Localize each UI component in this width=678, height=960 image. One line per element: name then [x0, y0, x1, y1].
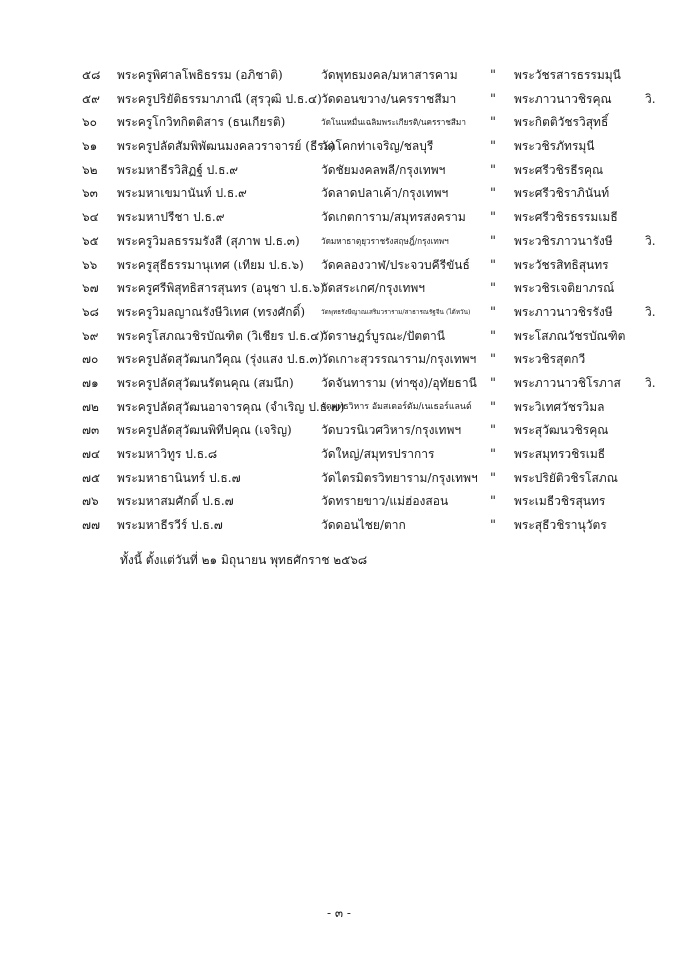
list-item	[0, 467, 678, 491]
item-number: ๖๒	[82, 162, 98, 177]
temple-province: วัดชัยมงคลพลี/กรุงเทพฯ	[321, 162, 446, 177]
temple-province: วัดเกาะสุวรรณาราม/กรุงเทพฯ	[321, 352, 477, 367]
list-item	[0, 254, 678, 278]
list-item	[0, 230, 678, 254]
monk-name: พระมหาสมศักดิ์ ป.ธ.๗	[117, 494, 234, 509]
temple-province: วัดโคกท่าเจริญ/ชลบุรี	[321, 139, 434, 154]
ditto-mark: "	[490, 328, 496, 344]
monk-name: พระครูโสภณวชิรบัณฑิต (วิเชียร ป.ธ.๔)	[117, 328, 325, 343]
list-item	[0, 277, 678, 301]
monk-name: พระครูปลัดสุวัฒนรัตนคุณ (สมนึก)	[117, 375, 294, 390]
ditto-mark: "	[490, 470, 496, 486]
new-title: พระวชิรภัทรมุนี	[514, 139, 595, 154]
new-title: พระภาวนาวชิรคุณ	[514, 91, 612, 106]
new-title: พระศรีวชิรธีรคุณ	[514, 162, 604, 177]
new-title: พระวัชรสิทธิสุนทร	[514, 257, 609, 272]
new-title: พระวชิรเจติยาภรณ์	[514, 281, 615, 296]
ditto-mark: "	[490, 162, 496, 178]
temple-province: วัดเกตการาม/สมุทรสงคราม	[321, 210, 466, 225]
temple-province: วัดมหาธาตุยุวราชรังสฤษฎิ์/กรุงเทพฯ	[321, 235, 449, 246]
monk-name: พระครูปลัดสัมพิพัฒนมงคลวราจารย์ (ธีระ)	[117, 139, 335, 154]
item-number: ๖๐	[82, 115, 97, 130]
temple-province: วัดจันทาราม (ท่าซุง)/อุทัยธานี	[321, 375, 477, 390]
monk-name: พระมหาธีรวิสิฏฐ์ ป.ธ.๙	[117, 162, 239, 177]
list-item	[0, 88, 678, 112]
ditto-mark: "	[490, 139, 496, 155]
temple-province: วัดไตรมิตรวิทยาราม/กรุงเทพฯ	[321, 470, 478, 485]
ditto-mark: "	[490, 375, 496, 391]
new-title: พระกิตติวัชรวิสุทธิ์	[514, 115, 609, 130]
item-number: ๖๙	[82, 328, 99, 343]
monk-name: พระครูสุธีธรรมานุเทศ (เทียม ป.ธ.๖)	[117, 257, 304, 272]
ditto-mark: "	[490, 447, 496, 462]
monk-name: พระมหาวิทูร ป.ธ.๘	[117, 447, 218, 461]
monk-name: พระครูปลัดสุวัฒนพิทีปคุณ (เจริญ)	[117, 423, 292, 438]
list-item	[0, 372, 678, 396]
title-suffix: วิ.	[645, 304, 656, 319]
temple-province: วัดทรายขาว/แม่ฮ่องสอน	[321, 494, 449, 509]
item-number: ๖๕	[82, 233, 99, 248]
effective-date-note: ทั้งนี้ ตั้งแต่วันที่ ๒๑ มิถุนายน พุทธศักราช ๒๕๖๘	[120, 553, 368, 567]
temple-province: วัดพุทธรังษีญาณเสริมวราราม/สาธารณรัฐจีน (ไต้หวัน)	[321, 307, 471, 316]
page-number: - ๓ -	[327, 906, 351, 920]
new-title: พระสุวัฒนวชิรคุณ	[514, 423, 609, 438]
new-title: พระสุธีวชิรานุวัตร	[514, 518, 607, 533]
item-number: ๕๘	[82, 68, 101, 82]
item-number: ๗๕	[82, 470, 101, 485]
monk-name: พระครูพิศาลโพธิธรรม (อภิชาติ)	[117, 68, 283, 82]
monk-name: พระมหาธีรวีร์ ป.ธ.๗	[117, 518, 223, 533]
list-item	[0, 159, 678, 183]
monk-name: พระครูวิมลธรรมรังสี (สุภาพ ป.ธ.๓)	[117, 233, 300, 248]
new-title: พระศรีวชิรธรรมเมธี	[514, 210, 618, 225]
temple-province: วัดดอนขวาง/นครราชสีมา	[321, 91, 457, 106]
ditto-mark: "	[490, 91, 496, 107]
ditto-mark: "	[490, 423, 496, 439]
item-number: ๕๙	[82, 91, 100, 106]
item-number: ๖๔	[82, 210, 99, 225]
list-item	[0, 182, 678, 206]
list-item	[0, 490, 678, 514]
ditto-mark: "	[490, 399, 496, 415]
title-suffix: วิ.	[645, 233, 656, 248]
ditto-mark: "	[490, 210, 496, 226]
ditto-mark: "	[490, 115, 496, 131]
item-number: ๗๔	[82, 447, 101, 461]
title-suffix: วิ.	[645, 91, 656, 106]
list-item	[0, 301, 678, 325]
ditto-mark: "	[490, 352, 496, 368]
item-number: ๖๗	[82, 281, 99, 296]
monk-name: พระครูปริยัติธรรมาภาณี (สุรวุฒิ ป.ธ.๔)	[117, 91, 322, 106]
ditto-mark: "	[490, 257, 496, 273]
new-title: พระวชิรสุตกวี	[514, 352, 586, 367]
ditto-mark: "	[490, 281, 496, 297]
ditto-mark: "	[490, 233, 496, 249]
temple-province: วัดสระเกศ/กรุงเทพฯ	[321, 281, 426, 296]
item-number: ๖๓	[82, 186, 98, 201]
monk-name: พระครูปลัดสุวัฒนกวีคุณ (รุ่งแสง ป.ธ.๓)	[117, 352, 323, 367]
ditto-mark: "	[490, 68, 496, 83]
list-item	[0, 514, 678, 538]
temple-province: วัดดอนไชย/ตาก	[321, 518, 406, 533]
list-item	[0, 325, 678, 349]
ditto-mark: "	[490, 518, 496, 534]
list-item	[0, 135, 678, 159]
temple-province: วัดโนนหมื่นเฉลิมพระเกียรติ/นครราชสีมา	[321, 117, 466, 128]
new-title: พระปริยัติวชิรโสภณ	[514, 470, 618, 485]
list-item	[0, 64, 678, 88]
monk-name: พระมหาเขมานันท์ ป.ธ.๙	[117, 186, 247, 201]
title-suffix: วิ.	[645, 375, 656, 390]
list-item	[0, 111, 678, 135]
new-title: พระวิเทศวัชรวิมล	[514, 399, 605, 414]
temple-province: วัดบวรนิเวศวิหาร/กรุงเทพฯ	[321, 423, 462, 438]
monk-name: พระครูวิมลญาณรังษีวิเทศ (ทรงศักดิ์)	[117, 304, 306, 319]
list-item	[0, 206, 678, 230]
new-title: พระภาวนาวชิโรภาส	[514, 375, 621, 390]
new-title: พระวัชรสารธรรมมุนี	[514, 68, 621, 82]
temple-province: วัดพุทธวิหาร อัมสเตอร์ดัม/เนเธอร์แลนด์	[321, 401, 472, 412]
item-number: ๖๘	[82, 304, 99, 319]
monk-name: พระมหาธานินทร์ ป.ธ.๗	[117, 470, 241, 485]
new-title: พระเมธีวชิรสุนทร	[514, 494, 606, 509]
monk-name: พระครูศรีพิสุทธิสารสุนทร (อนุชา ป.ธ.๖)	[117, 281, 325, 296]
item-number: ๗๖	[82, 494, 99, 509]
monk-name: พระครูปลัดสุวัฒนอาจารคุณ (จำเริญ ป.ธ.๗)	[117, 399, 345, 414]
ditto-mark: "	[490, 186, 496, 202]
monk-name: พระมหาปรีชา ป.ธ.๙	[117, 210, 225, 225]
appointment-list	[0, 64, 678, 538]
item-number: ๗๑	[82, 375, 99, 390]
temple-province: วัดลาดปลาเค้า/กรุงเทพฯ	[321, 186, 449, 201]
item-number: ๖๖	[82, 257, 98, 272]
list-item	[0, 443, 678, 467]
temple-province: วัดราษฎร์บูรณะ/ปัตตานี	[321, 328, 445, 343]
item-number: ๗๐	[82, 352, 99, 367]
item-number: ๗๒	[82, 399, 99, 414]
new-title: พระโสภณวัชรบัณฑิต	[514, 328, 626, 343]
monk-name: พระครูโกวิทกิตติสาร (ธนเกียรติ)	[117, 115, 286, 130]
list-item	[0, 348, 678, 372]
item-number: ๖๑	[82, 139, 98, 154]
new-title: พระภาวนาวชิรรังษี	[514, 304, 613, 319]
ditto-mark: "	[490, 494, 496, 510]
new-title: พระวชิรภาวนารังษี	[514, 233, 613, 248]
list-item	[0, 396, 678, 420]
temple-province: วัดคลองวาฬ/ประจวบคีรีขันธ์	[321, 257, 470, 272]
list-item	[0, 419, 678, 443]
item-number: ๗๗	[82, 518, 101, 533]
ditto-mark: "	[490, 304, 496, 320]
new-title: พระศรีวชิราภินันท์	[514, 186, 610, 201]
temple-province: วัดพุทธมงคล/มหาสารคาม	[321, 68, 458, 82]
new-title: พระสมุทรวชิรเมธี	[514, 447, 606, 461]
item-number: ๗๓	[82, 423, 100, 438]
temple-province: วัดใหญ่/สมุทรปราการ	[321, 447, 435, 461]
